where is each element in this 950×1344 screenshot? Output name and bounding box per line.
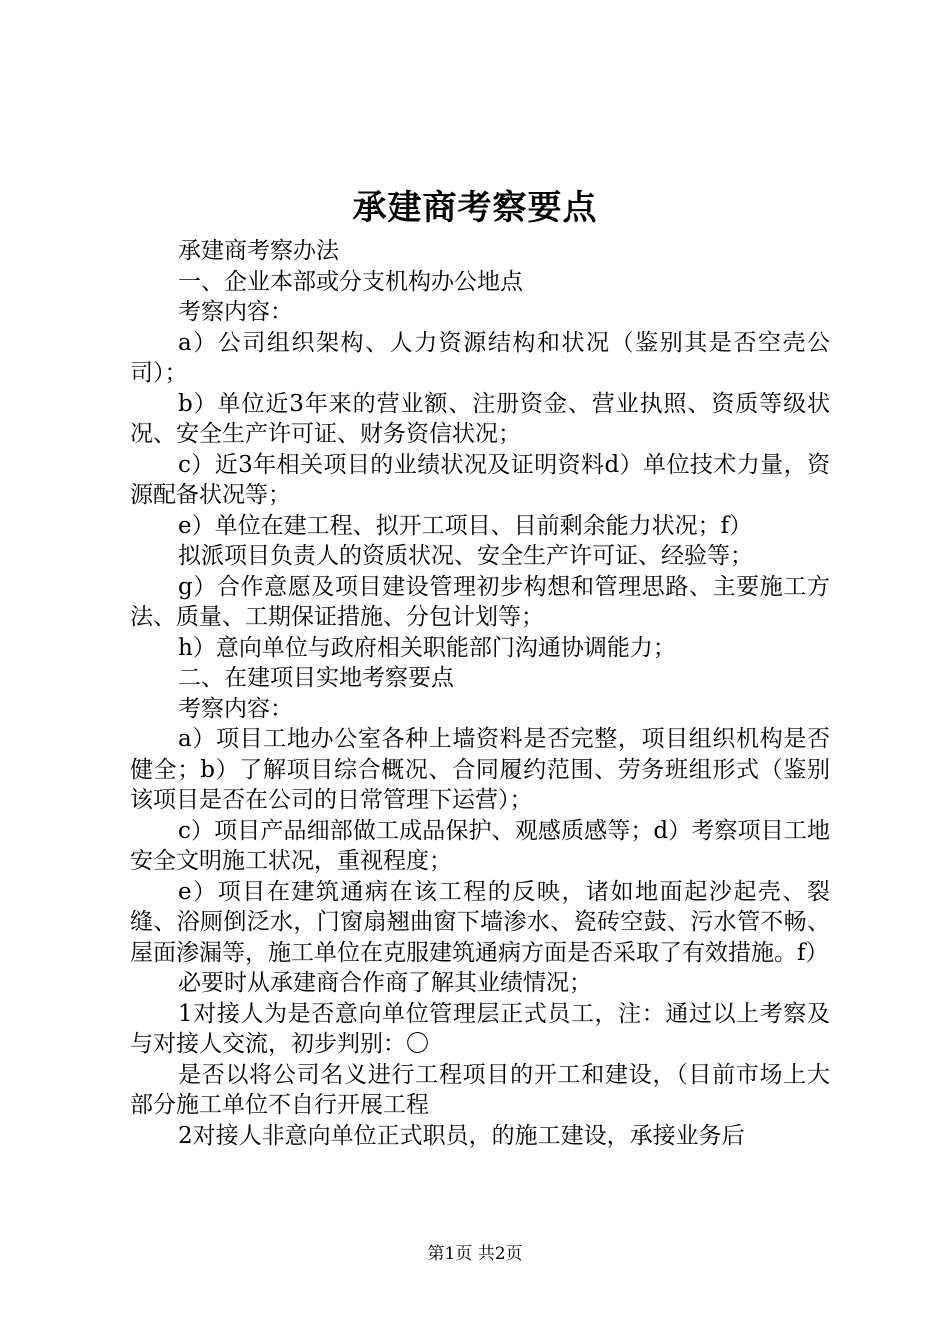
paragraph: e）项目在建筑通病在该工程的反映，诸如地面起沙起壳、裂缝、浴厕倒泛水，门窗扇翘曲窗下墙渗水、瓷砖空鼓、污水管不畅、屋面渗漏等，施工单位在克服建筑通病方面是否采取了有效措施。f） xyxy=(130,878,830,966)
paragraph: 考察内容： xyxy=(178,299,293,325)
paragraph: 是否以将公司名义进行工程项目的开工和建设，（目前市场上大部分施工单位不自行开展工程 xyxy=(130,1061,830,1118)
paragraph: 1对接人为是否意向单位管理层正式员工，注：通过以上考察及与对接人交流，初步判别：〇 xyxy=(130,1000,830,1057)
paragraph: 承建商考察办法 xyxy=(178,238,339,264)
paragraph: c）项目产品细部做工成品保护、观感质感等；d）考察项目工地安全文明施工状况，重视程度； xyxy=(130,817,830,874)
paragraph: 二、在建项目实地考察要点 xyxy=(178,665,454,691)
paragraph: a）项目工地办公室各种上墙资料是否完整，项目组织机构是否健全；b）了解项目综合概况、合同履约范围、劳务班组形式（鉴别该项目是否在公司的日常管理下运营）； xyxy=(130,726,830,813)
paragraph: 拟派项目负责人的资质状况、安全生产许可证、经验等； xyxy=(178,543,753,569)
paragraph: 2对接人非意向单位正式职员，的施工建设，承接业务后 xyxy=(178,1122,745,1149)
paragraph: c）近3年相关项目的业绩状况及证明资料d）单位技术力量，资源配备状况等； xyxy=(130,451,830,508)
paragraph: 一、企业本部或分支机构办公地点 xyxy=(178,268,523,295)
paragraph: e）单位在建工程、拟开工项目、目前剩余能力状况；f） xyxy=(178,512,753,539)
document-body xyxy=(130,236,830,1151)
paragraph: 必要时从承建商合作商了解其业绩情况； xyxy=(178,970,592,996)
paragraph: h）意向单位与政府相关职能部门沟通协调能力； xyxy=(178,634,676,661)
paragraph: b）单位近3年来的营业额、注册资金、营业执照、资质等级状况、安全生产许可证、财务资信状况； xyxy=(130,390,830,447)
paragraph: g）合作意愿及项目建设管理初步构想和管理思路、主要施工方法、质量、工期保证措施、分包计划等； xyxy=(130,573,830,630)
page-number-footer: 第1页 共2页 xyxy=(427,1244,523,1264)
paragraph: 考察内容： xyxy=(178,695,293,722)
document-title: 承建商考察要点 xyxy=(352,188,598,228)
paragraph: a）公司组织架构、人力资源结构和状况（鉴别其是否空壳公司）； xyxy=(130,329,830,386)
